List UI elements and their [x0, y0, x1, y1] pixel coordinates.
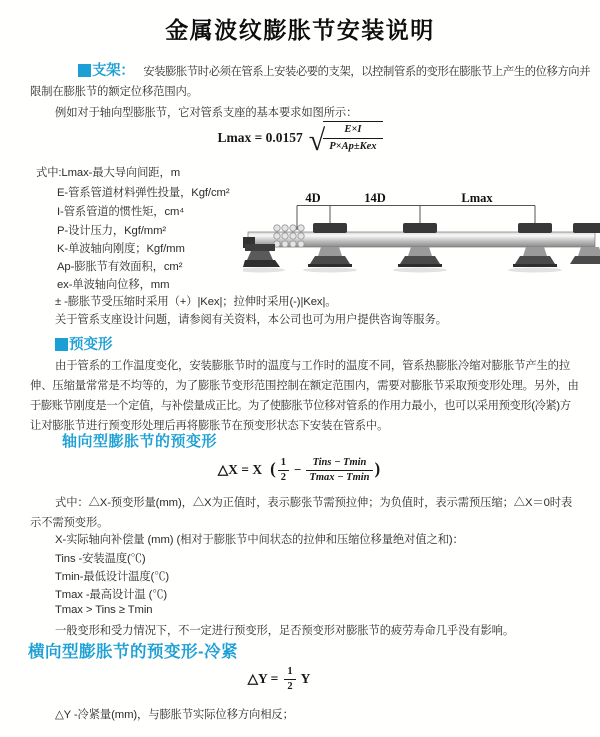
- definition-item: I-管系管道的惯性矩，cm⁴: [57, 206, 185, 218]
- one-half-fraction: [278, 456, 289, 484]
- section-marker-icon: [78, 64, 91, 77]
- pipe-support-diagram: [243, 190, 600, 287]
- definition-item: E-管系管道材料弹性投量，Kgf/cm²: [57, 187, 230, 199]
- support-section-heading: 支架：: [92, 63, 135, 79]
- preform-section-heading: 预变形: [69, 337, 113, 353]
- lateral-preform-heading: 横向型膨胀节的预变形-冷紧: [28, 643, 238, 661]
- axial-preform-heading: 轴向型膨胀节的预变形: [62, 433, 218, 450]
- minus-sign: −: [294, 462, 302, 477]
- temperature-fraction: [306, 456, 372, 484]
- lmax-formula-denominator: P×Ap±Kex: [329, 141, 377, 152]
- definition-item: Ap-膨胀节有效面积，cm²: [57, 261, 183, 273]
- support-intro-text: 安装膨胀节时必须在管系上安装必要的支架，以控制管系的变形在膨胀节上产生的位移方向并: [143, 66, 591, 78]
- one-half-fraction: [284, 665, 295, 693]
- axial-item: Tmax -最高设计温 (℃): [55, 589, 168, 601]
- lateral-preform-formula: [0, 665, 582, 693]
- dim-label-14d: 14D: [364, 191, 386, 205]
- axial-item: Tmax > Tins ≥ Tmin: [55, 604, 153, 616]
- lmax-formula-fraction: [323, 121, 382, 154]
- section-marker-icon: [55, 338, 68, 351]
- axial-item: X-实际轴向补偿量 (mm) (相对于膨胀节中间状态的拉伸和压缩位移量绝对值之和)：: [55, 534, 464, 546]
- axial-formula-lhs: △X = X: [217, 462, 263, 477]
- fraction-denominator: 2: [284, 679, 295, 694]
- axial-preform-formula: [0, 452, 600, 488]
- lmax-formula-numerator: E×I: [323, 122, 382, 139]
- fraction-denominator: Tmax − Tmin: [306, 470, 372, 485]
- guide-support: [393, 223, 447, 273]
- lateral-formula-rhs: Y: [300, 671, 311, 686]
- support-intro-line1: [30, 59, 591, 80]
- preform-section-heading-row: [55, 333, 113, 354]
- consulting-note: 关于管系支座设计问题，请参阅有关资料，本公司也可为用户提供咨询等服务。: [55, 314, 447, 326]
- definition-item: ex-单波轴向位移，mm: [57, 279, 170, 291]
- preform-paragraph-line: 伸、压缩量常常是不均等的，为了膨胀节变形范围控制在额定范围内，需要对膨胀节采取预变形处理。另外，由: [30, 380, 579, 392]
- lmax-formula-lhs: Lmax = 0.0157: [217, 130, 303, 145]
- support-example-line: 例如对于轴向型膨胀节，它对管系支座的基本要求如图所示：: [55, 107, 358, 119]
- fraction-numerator: 1: [287, 665, 293, 677]
- fraction-denominator: 2: [278, 470, 289, 485]
- axial-desc-line2: 示不需预变形。: [30, 517, 109, 529]
- left-paren: (: [270, 459, 276, 478]
- preform-paragraph-line: 于膨账节刚度是一个定值，与补偿量成正比。为了使膨胀节位移对管系的作用力最小，也可以采用预变形(冷紧)方: [30, 400, 571, 412]
- plus-minus-note: ± -膨胀节受压缩时采用（+）|Kex|；拉伸时采用(-)|Kex|。: [55, 296, 337, 308]
- axial-item: Tmin-最低设计温度(℃): [55, 571, 170, 583]
- lateral-formula-lhs: △Y =: [247, 671, 279, 686]
- fraction-numerator: 1: [280, 456, 287, 468]
- definition-item: P-设计压力，Kgf/mm²: [57, 225, 167, 237]
- guide-support: [303, 223, 357, 273]
- dim-label-lmax: Lmax: [461, 191, 493, 205]
- dim-label-4d: 4D: [305, 191, 321, 205]
- preform-paragraph-line: 让对膨胀节进行预变形处理后再将膨胀节在预变形状态下安装在管系中。: [30, 420, 389, 432]
- axial-desc-line1: 式中：△X-预变形量(mm)，△X为正值时，表示膨张节需预拉伸；为负值时，表示需预压缩；△X＝0时表: [55, 497, 573, 509]
- lateral-note: △Y -冷紧量(mm)，与膨胀节实际位移方向相反；: [55, 709, 294, 721]
- lmax-formula: Lmax = 0.0157 √ $\frac{E\times I}{\text{P×Ap±Kex}}$: [0, 118, 600, 158]
- axial-item: 一般变形和受力情况下，不一定进行预变形，足否预变形对膨胀节的疲劳寿命几乎没有影响。: [55, 625, 515, 637]
- page-title: 金属波纹膨胀节安装说明: [165, 17, 435, 43]
- definition-item: 式中:Lmax-最大导向间距，m: [36, 167, 181, 179]
- axial-item: Tins -安装温度(℃): [55, 553, 146, 565]
- preform-paragraph-line: 由于管系的工作温度变化，安装膨胀节时的温度与工作时的温度不同，管系热膨胀冷缩对膨胀节产生的拉: [55, 360, 571, 372]
- guide-support: [508, 223, 562, 273]
- definition-item: K-单波轴向刚度；Kgf/mm: [57, 243, 185, 255]
- right-paren: ): [374, 459, 381, 478]
- fraction-numerator: Tins − Tmin: [312, 456, 367, 468]
- support-intro-line2: 限制在膨胀节的额定位移范围内。: [30, 86, 198, 98]
